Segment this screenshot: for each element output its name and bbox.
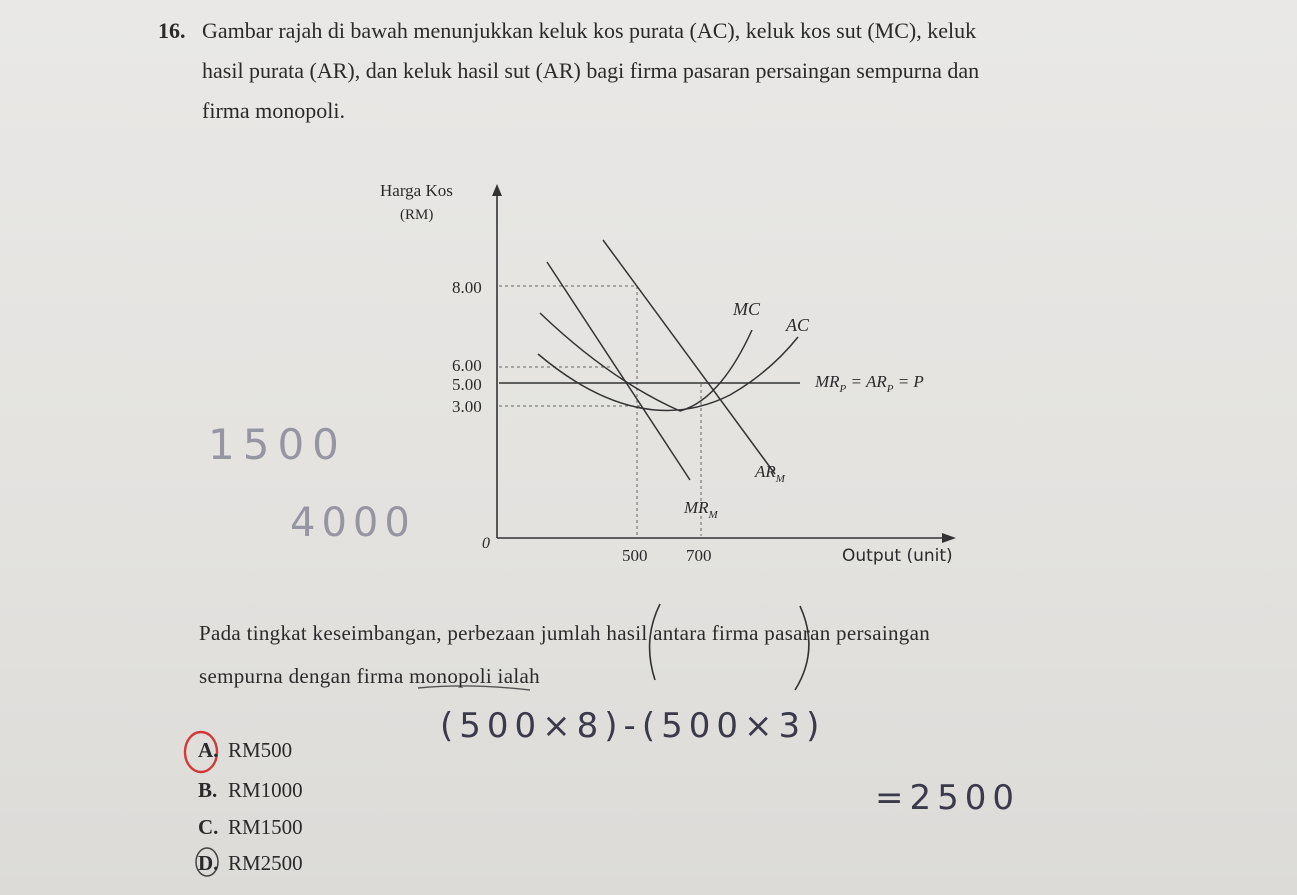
handwritten-close-paren xyxy=(795,606,809,690)
y-tick-8: 8.00 xyxy=(452,278,482,297)
y-axis-unit: (RM) xyxy=(400,207,434,223)
passage-line-1: Pada tingkat keseimbangan, perbezaan jumlah hasil antara firma pasaran persaingan xyxy=(199,621,931,645)
mc-curve xyxy=(540,313,752,411)
x-tick-700: 700 xyxy=(686,546,712,565)
question-line-1: Gambar rajah di bawah menunjukkan keluk kos purata (AC), keluk kos sut (MC), keluk xyxy=(202,18,977,43)
ac-label: AC xyxy=(786,315,810,335)
ar-monopoly-label xyxy=(754,462,786,485)
ar-monopoly-label-sub: M xyxy=(775,473,785,485)
option-c[interactable] xyxy=(198,815,303,840)
price-line-label-ar: = AR xyxy=(846,372,887,391)
price-line-label-sub2: P xyxy=(886,383,894,395)
question-number: 16. xyxy=(158,18,186,43)
y-tick-3: 3.00 xyxy=(452,397,482,416)
x-axis-title: Output (unit) xyxy=(842,546,953,566)
option-a[interactable] xyxy=(198,738,292,763)
question-line-2: hasil purata (AR), dan keluk hasil sut (AR) bagi firma pasaran persaingan sempurna dan xyxy=(202,58,980,83)
origin-label: 0 xyxy=(482,535,490,552)
option-b-letter: B. xyxy=(198,778,218,802)
y-axis-arrow xyxy=(492,184,502,196)
handwritten-note-left2: 4000 xyxy=(290,500,416,546)
price-line-label xyxy=(814,372,924,395)
handwritten-formula: (500×8)-(500×3) xyxy=(440,706,826,746)
mc-label: MC xyxy=(733,299,760,319)
price-line-label-p: = P xyxy=(893,372,924,391)
option-c-text: RM1500 xyxy=(228,815,303,839)
option-b[interactable] xyxy=(198,778,303,803)
mr-monopoly-label-sub: M xyxy=(708,509,718,521)
mr-monopoly-label-main: MR xyxy=(684,498,709,517)
ar-monopoly-curve xyxy=(603,240,775,474)
y-tick-6: 6.00 xyxy=(452,356,482,375)
y-tick-5: 5.00 xyxy=(452,375,482,394)
handwritten-note-left1: 1500 xyxy=(208,420,347,469)
price-line-label-sub1: P xyxy=(839,383,847,395)
passage-line-2: sempurna dengan firma monopoli ialah xyxy=(199,664,540,688)
y-axis-title: Harga Kos xyxy=(380,181,453,200)
option-d-letter: D. xyxy=(198,851,219,875)
mr-monopoly-curve xyxy=(547,262,690,480)
ar-monopoly-label-main: AR xyxy=(755,462,776,481)
option-a-letter: A. xyxy=(198,738,219,762)
x-axis-arrow xyxy=(942,533,956,543)
option-d-text: RM2500 xyxy=(228,851,303,875)
handwritten-result: =2500 xyxy=(875,778,1021,818)
question-line-3: firma monopoli. xyxy=(202,98,345,123)
option-d[interactable] xyxy=(198,851,303,876)
option-a-text: RM500 xyxy=(228,738,293,762)
option-b-text: RM1000 xyxy=(228,778,303,802)
ac-curve xyxy=(538,337,798,410)
x-tick-500: 500 xyxy=(622,546,648,565)
price-line-label-mr: MR xyxy=(815,372,840,391)
option-c-letter: C. xyxy=(198,815,219,839)
